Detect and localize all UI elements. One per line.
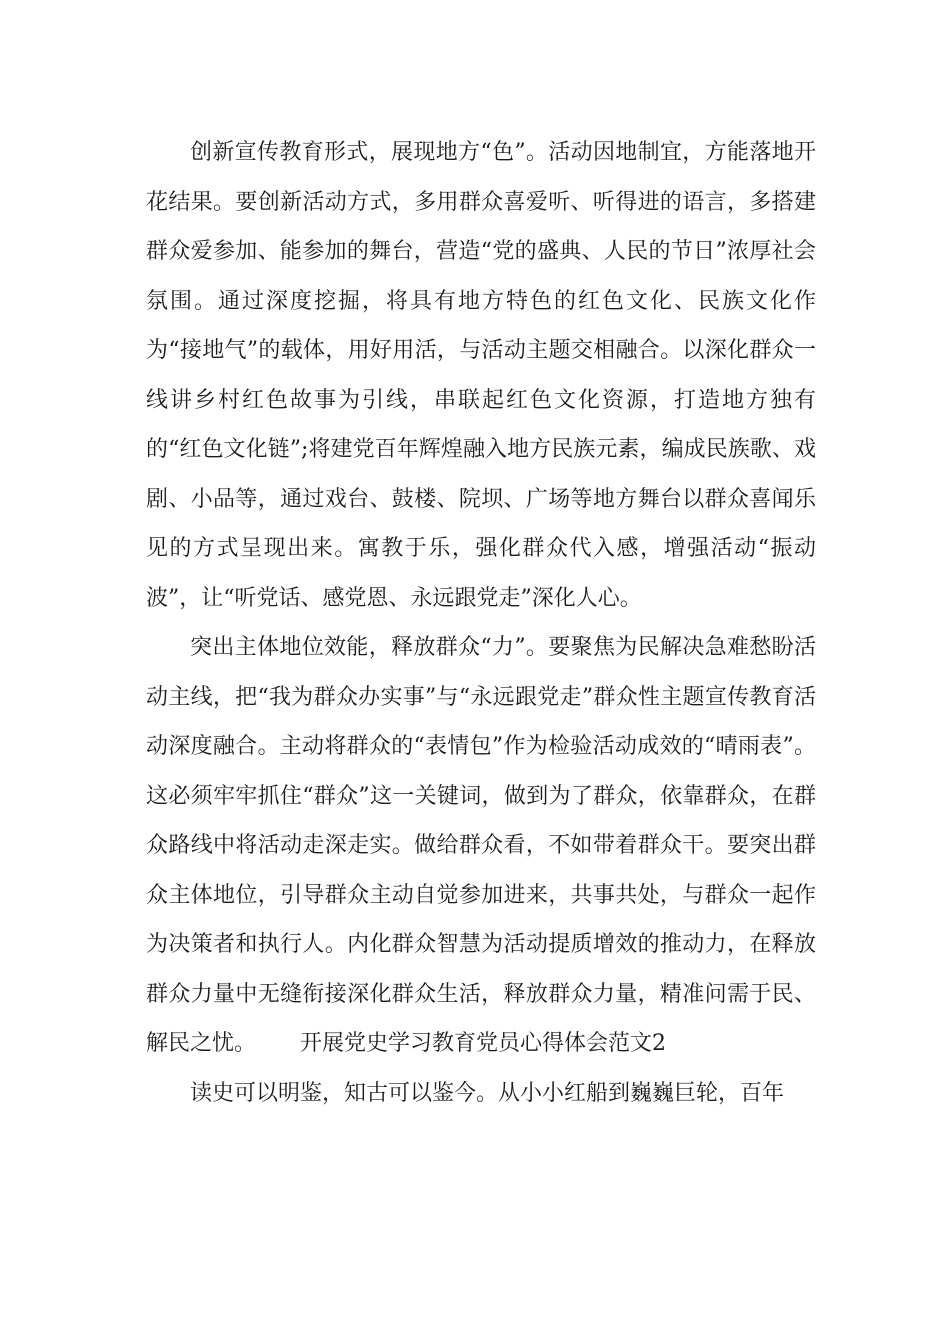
paragraph-text: 创新宣传教育形式，展现地方“色”。活动因地制宜，方能落地开花结果。要创新活动方式，多用群众喜爱听、听得进的语言，多搭建群众爱参加、能参加的舞台，营造“党的盛典、人民的节日”浓厚社会氛围。通过深度挖掘，将具有地方特色的红色文化、民族文化作为“接地气”的载体，用好用活，与活动主题交相融合。以深化群众一线讲乡村红色故事为引线，串联起红色文化资源，打造地方独有的“红色文化链”;将建党百年辉煌融入地方民族元素，编成民族歌、戏剧、小品等，通过戏台、鼓楼、院坝、广场等地方舞台以群众喜闻乐见的方式呈现出来。寓教于乐，强化群众代入感，增强活动“振动波”，让“听党话、感党恩、永远跟党走”深化人心。 bbox=[146, 140, 816, 611]
paragraph-history bbox=[146, 1069, 816, 1119]
paragraph-text: 读史可以明鉴，知古可以鉴今。从小小红船到巍巍巨轮，百年 bbox=[190, 1080, 785, 1106]
document-body bbox=[146, 128, 816, 1118]
paragraph-text: 突出主体地位效能，释放群众“力”。要聚焦为民解决急难愁盼活动主线，把“我为群众办实事”与“永远跟党走”群众性主题宣传教育活动深度融合。主动将群众的“表情包”作为检验活动成效的“晴雨表”。这必须牢牢抓住“群众”这一关键词，做到为了群众，依靠群众，在群众路线中将活动走深走实。做给群众看，不如带着群众干。要突出群众主体地位，引导群众主动自觉参加进来，共事共处，与群众一起作为决策者和执行人。内化群众智慧为活动提质增效的推动力，在释放群众力量中无缝衔接深化群众生活，释放群众力量，精准问需于民、解民之忧。 bbox=[146, 635, 816, 1056]
paragraph-local-color bbox=[146, 128, 816, 623]
section-title: 开展党史学习教育党员心得体会范文2 bbox=[300, 1031, 667, 1056]
paragraph-masses-power bbox=[146, 623, 816, 1069]
